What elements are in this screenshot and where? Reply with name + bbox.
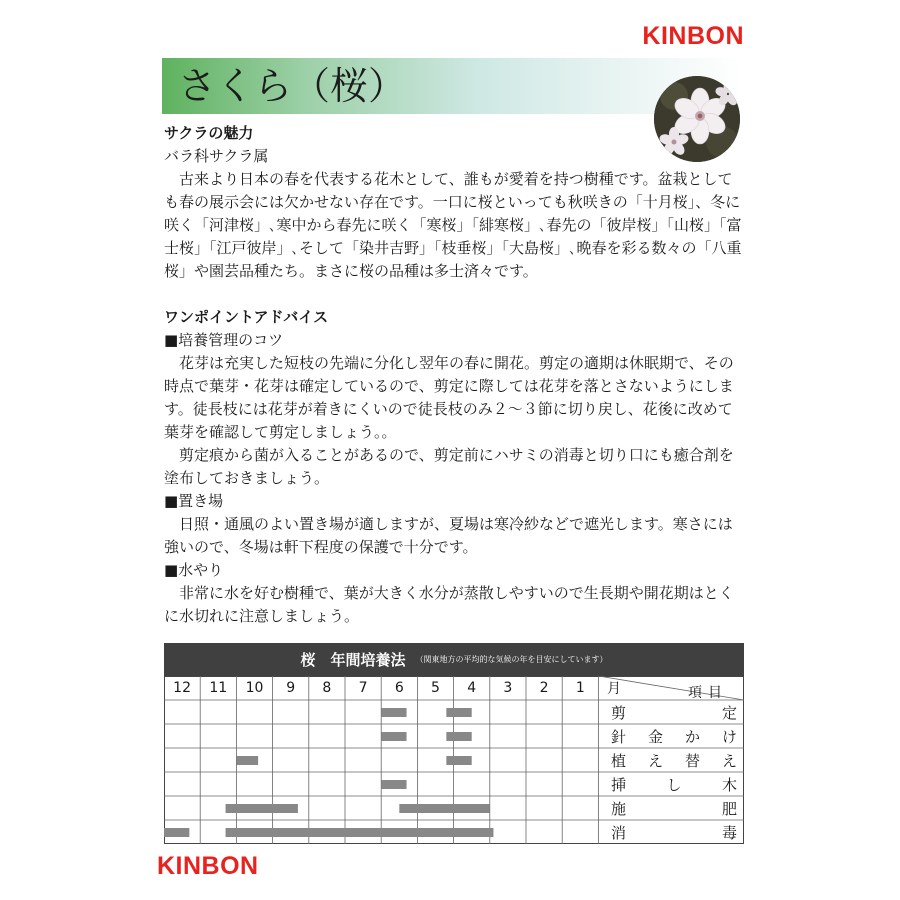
family-line: バラ科サクラ属 <box>164 147 269 165</box>
annual-care-table <box>164 643 744 844</box>
schedule-bar <box>381 780 406 789</box>
month-header: 5 <box>431 680 440 696</box>
schedule-bar <box>446 756 471 765</box>
month-header: 2 <box>539 680 549 696</box>
month-header-row <box>164 676 744 700</box>
section-heading-charm: サクラの魅力 <box>164 124 254 142</box>
watering-paragraph: 非常に水を好む樹種で、葉が大きく水分が蒸散しやすいので生長期や開花期はとくに水切れに注意しましょう。 <box>164 584 734 625</box>
task-name: 剪 定 <box>611 703 737 722</box>
month-header: 6 <box>394 680 404 696</box>
schedule-bar <box>164 828 189 837</box>
schedule-bar <box>446 708 471 717</box>
month-header: 1 <box>575 680 585 696</box>
task-name: 針 金 か け <box>611 727 737 746</box>
care-heading: ■培養管理のコツ <box>164 331 284 349</box>
brand-logo-bottom: KINBON <box>157 852 259 880</box>
table-note: （関東地方の平均的な気候の年を目安にしています） <box>415 655 608 664</box>
month-header: 10 <box>245 680 264 696</box>
task-name: 挿 し 木 <box>611 775 737 794</box>
care-paragraph-1: 花芽は充実した短枝の先端に分化し翌年の春に開花。剪定の適期は休眠期で、その時点で葉芽・花芽は確定しているので、剪定に際しては花芽を落とさないようにします。徒長枝には花芽が着きにくいので徒長枝のみ２～３節に切り戻し、花後に改めて葉芽を確認して剪定しましょう。。 <box>164 354 734 441</box>
schedule-grid <box>164 676 744 844</box>
task-name: 施 肥 <box>611 799 737 818</box>
schedule-bar <box>236 756 258 765</box>
schedule-bar <box>381 708 406 717</box>
advice-heading: ワンポイントアドバイス <box>164 308 329 326</box>
month-header: 7 <box>358 680 368 696</box>
watering-heading: ■水やり <box>164 561 224 579</box>
month-label: 月 <box>607 681 621 697</box>
table-title: 桜 年間培養法 <box>300 651 406 669</box>
article-body <box>164 122 744 628</box>
item-label: 項目 <box>688 685 728 701</box>
month-header: 11 <box>209 680 228 696</box>
care-paragraph-2: 剪定痕から菌が入ることがあるので、剪定前にハサミの消毒と切り口にも癒合剤を塗布しておきましょう。 <box>164 446 734 487</box>
intro-paragraph: 古来より日本の春を代表する花木として、誰もが愛着を持つ樹種です。盆栽としても春の展示会には欠かせない存在です。一口に桜といっても秋咲きの「十月桜」、冬に咲く「河津桜」､寒中から春先に咲く「寒桜」「緋寒桜」､春先の「彼岸桜」「山桜」「富士桜」「江戸彼岸」､そして「染井吉野」「枝垂桜」「大島桜」､晩春を彩る数々の「八重桜」や園芸品種たち。まさに桜の品種は多士済々です。 <box>164 170 742 280</box>
schedule-bar <box>226 804 298 813</box>
month-header: 4 <box>467 680 477 696</box>
month-header: 8 <box>322 680 332 696</box>
month-header: 12 <box>173 680 191 696</box>
task-name: 植 え 替 え <box>611 751 737 770</box>
month-header: 3 <box>503 680 513 696</box>
schedule-bar <box>399 804 490 813</box>
schedule-bar <box>381 732 406 741</box>
task-name: 消 毒 <box>611 823 737 842</box>
brand-logo-top: KINBON <box>642 22 744 50</box>
placement-paragraph: 日照・通風のよい置き場が適しますが、夏場は寒冷紗などで遮光します。寒さには強いので、冬場は軒下程度の保護で十分です。 <box>164 515 733 556</box>
placement-heading: ■置き場 <box>164 492 224 510</box>
page-title: さくら（桜） <box>178 64 407 108</box>
schedule-bar <box>226 828 494 837</box>
month-header: 9 <box>286 680 296 696</box>
schedule-bar <box>446 732 471 741</box>
table-title-bar <box>164 643 744 676</box>
